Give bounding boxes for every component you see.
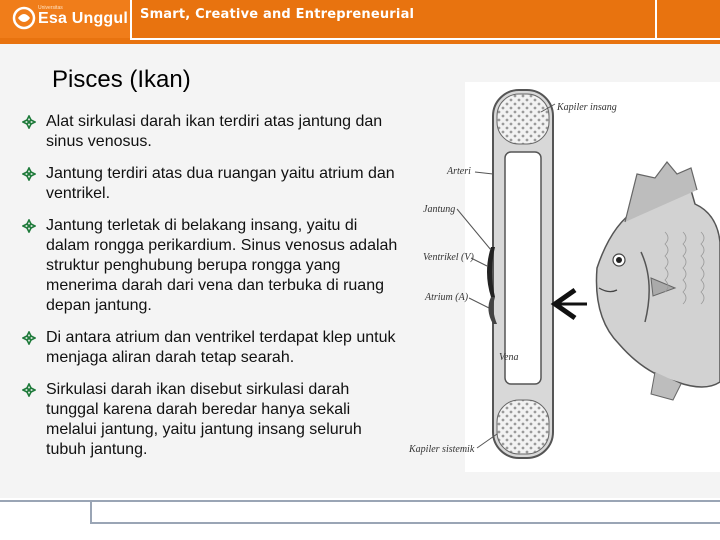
- systemic-capillaries: [497, 400, 549, 454]
- header-bar: [0, 0, 720, 44]
- bullet-text: Jantung terletak di belakang insang, yaitu di dalam rongga perikardium. Sinus venosus adalah struktur penghubung berupa rongga yang menerima darah dari vena dan terbuka di ruang depan jantung.: [46, 217, 398, 314]
- bullet-text: Jantung terdiri atas dua ruangan yaitu atrium dan ventrikel.: [46, 165, 395, 202]
- bullet-text: Sirkulasi darah ikan disebut sirkulasi darah tunggal karena darah beredar hanya sekali melalui jantung, yaitu jantung insang seluruh tubuh jantung.: [46, 381, 362, 458]
- diamond-bullet-icon: [22, 167, 36, 181]
- bullet-item: [22, 216, 400, 316]
- bullet-text: Di antara atrium dan ventrikel terdapat klep untuk menjaga aliran darah tetap searah.: [46, 329, 396, 366]
- label-atrium: Atrium (A): [425, 292, 469, 303]
- footer-line: [90, 522, 720, 524]
- slide-title: Pisces (Ikan): [52, 66, 191, 93]
- diamond-bullet-icon: [22, 383, 36, 397]
- fish-circulation-diagram: [405, 82, 720, 482]
- label-jantung: Jantung: [423, 204, 456, 215]
- diamond-bullet-icon: [22, 115, 36, 129]
- diamond-bullet-icon: [22, 331, 36, 345]
- footer-line: [0, 500, 720, 502]
- label-kapiler-insang: Kapiler insang: [557, 102, 617, 113]
- tagline: Smart, Creative and Entrepreneurial: [140, 7, 415, 22]
- diamond-bullet-icon: [22, 219, 36, 233]
- label-arteri: Arteri: [447, 166, 471, 177]
- bullet-item: [22, 380, 400, 460]
- logo-mark-icon: [12, 6, 36, 30]
- bullet-item: [22, 328, 400, 368]
- bullet-item: [22, 112, 400, 152]
- header-tick: [655, 0, 657, 40]
- logo-small-text: Universitas: [38, 5, 63, 11]
- label-kapiler-sistemik: Kapiler sistemik: [409, 444, 475, 455]
- label-ventrikel: Ventrikel (V): [423, 252, 474, 263]
- footer-tick: [90, 500, 92, 524]
- header-divider: [130, 38, 720, 40]
- footer-bar: [0, 498, 720, 540]
- bullet-list: [22, 112, 400, 472]
- university-logo[interactable]: [0, 0, 132, 38]
- gill-capillaries: [497, 94, 549, 144]
- label-vena: Vena: [499, 352, 519, 363]
- circulation-loop: [487, 90, 553, 458]
- logo-name: Esa Unggul: [38, 10, 129, 27]
- bullet-item: [22, 164, 400, 204]
- bullet-text: Alat sirkulasi darah ikan terdiri atas jantung dan sinus venosus.: [46, 113, 383, 150]
